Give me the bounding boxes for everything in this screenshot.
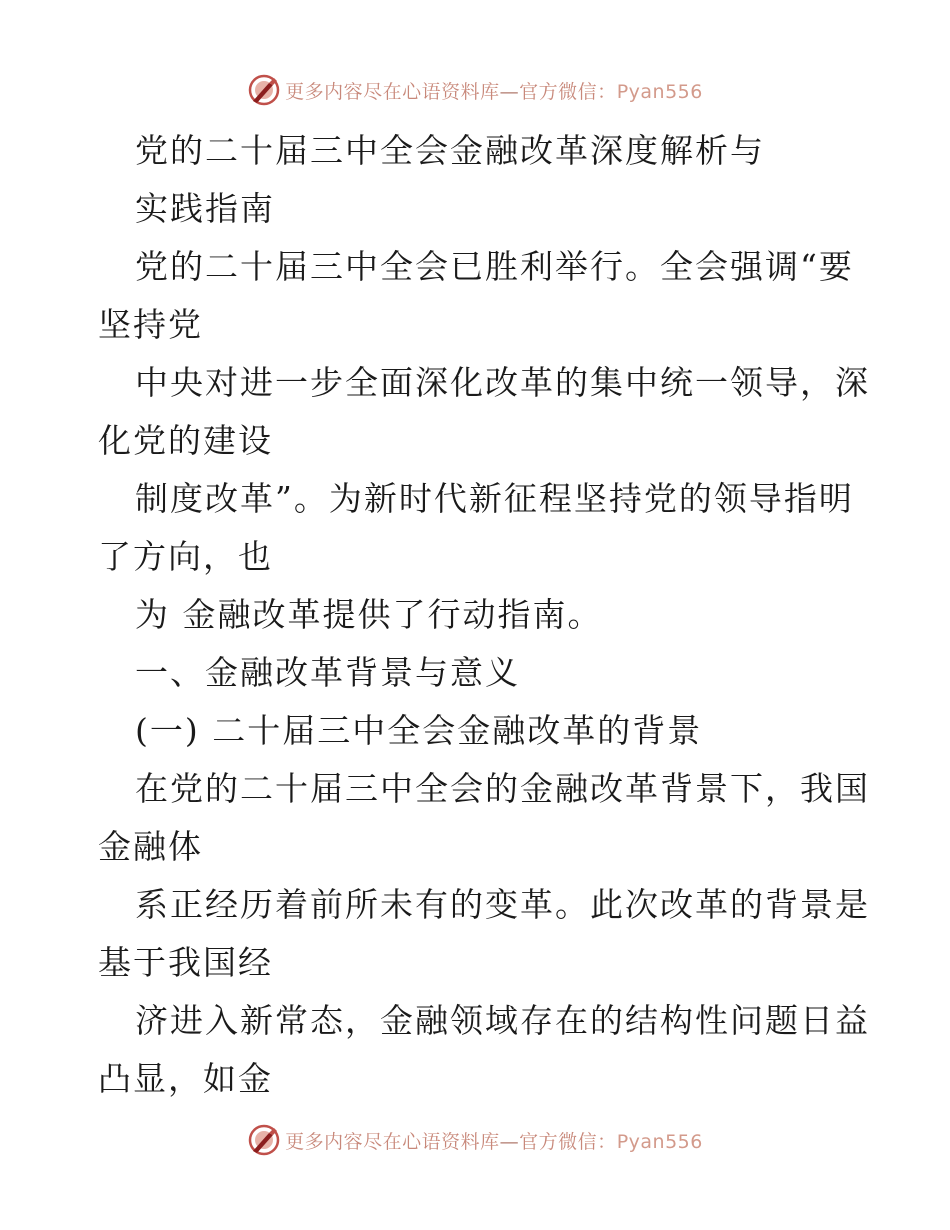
doc-line: 坚持党 bbox=[98, 305, 203, 344]
watermark-handle: Pyan556 bbox=[616, 1130, 703, 1153]
watermark-site-name: 更多内容尽在心语资料库 bbox=[285, 80, 500, 103]
watermark-separator: — bbox=[499, 1130, 520, 1153]
watermark-separator: — bbox=[499, 80, 520, 103]
doc-line: 凸显，如金 bbox=[98, 1059, 273, 1098]
watermark-text bbox=[285, 1127, 703, 1154]
doc-line: 在党的二十届三中全会的金融改革背景下，我国 bbox=[135, 769, 870, 808]
doc-line: 了方向，也 bbox=[98, 537, 273, 576]
doc-line: 基于我国经 bbox=[98, 943, 273, 982]
footer-watermark-banner bbox=[0, 1120, 950, 1160]
subsection-heading: (一) 二十届三中全会金融改革的背景 bbox=[135, 711, 703, 750]
doc-line: 化党的建设 bbox=[98, 421, 273, 460]
section-heading: 一、金融改革背景与意义 bbox=[135, 653, 520, 692]
pen-logo-icon bbox=[247, 73, 281, 107]
doc-line: 金融体 bbox=[98, 827, 203, 866]
watermark-handle: Pyan556 bbox=[616, 80, 703, 103]
watermark-site-name: 更多内容尽在心语资料库 bbox=[285, 1130, 500, 1153]
doc-line: 中央对进一步全面深化改革的集中统一领导，深 bbox=[135, 363, 870, 402]
doc-line: 为 金融改革提供了行动指南。 bbox=[135, 595, 603, 634]
doc-line: 济进入新常态，金融领域存在的结构性问题日益 bbox=[135, 1001, 870, 1040]
doc-line: 党的二十届三中全会已胜利举行。全会强调“要 bbox=[135, 247, 854, 286]
watermark-text bbox=[285, 77, 703, 104]
pen-logo-icon bbox=[247, 1123, 281, 1157]
watermark-wechat-label: 官方微信： bbox=[519, 80, 617, 103]
doc-line: 党的二十届三中全会金融改革深度解析与 bbox=[135, 131, 765, 170]
watermark-wechat-label: 官方微信： bbox=[519, 1130, 617, 1153]
doc-line: 系正经历着前所未有的变革。此次改革的背景是 bbox=[135, 885, 870, 924]
document-body bbox=[98, 122, 870, 1108]
doc-line: 实践指南 bbox=[135, 189, 275, 228]
doc-line: 制度改革”。为新时代新征程坚持党的领导指明 bbox=[135, 479, 854, 518]
header-watermark-banner bbox=[0, 70, 950, 110]
